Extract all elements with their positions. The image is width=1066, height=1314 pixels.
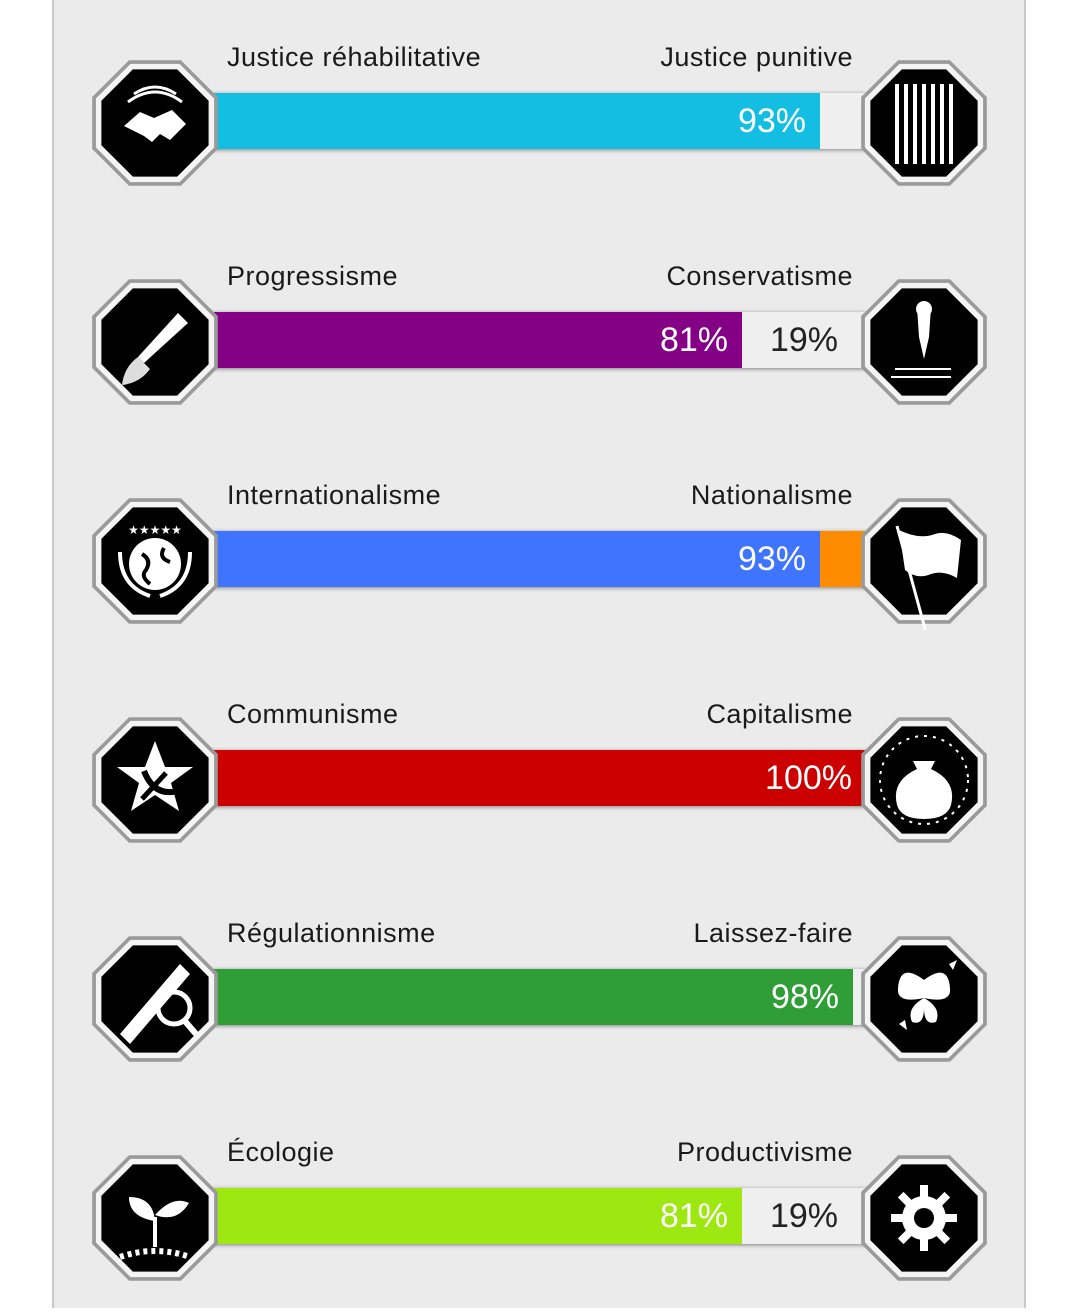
- score-bar: [212, 1188, 866, 1244]
- fountain-pen-icon: [855, 273, 993, 411]
- left-score-text: 93%: [737, 102, 806, 140]
- svg-text:★★★★★: ★★★★★: [128, 523, 182, 537]
- left-score-text: 93%: [737, 540, 806, 578]
- right-score-text: 19%: [769, 321, 839, 359]
- axis-row: [0, 219, 1066, 438]
- rocket-icon: [86, 273, 224, 411]
- left-ideology-label: Écologie: [227, 1137, 335, 1167]
- score-bar: [212, 969, 866, 1025]
- right-ideology-label: Nationalisme: [690, 480, 853, 510]
- axis-row: [0, 438, 1066, 657]
- right-ideology-label: Conservatisme: [666, 261, 853, 291]
- gear-factory-icon: [891, 1185, 957, 1251]
- globe-wreath-icon: [120, 523, 190, 596]
- right-ideology-label: Productivisme: [676, 1137, 853, 1167]
- left-score-text: 98%: [770, 978, 839, 1016]
- score-bar: [212, 531, 866, 587]
- left-ideology-label: Régulationnisme: [227, 918, 436, 948]
- gear-factory-icon: [855, 1149, 993, 1287]
- right-score-text: 19%: [769, 1197, 839, 1235]
- globe-wreath-icon: [86, 492, 224, 630]
- money-bag-icon: [855, 711, 993, 849]
- score-bar: [212, 312, 866, 368]
- left-ideology-label: Internationalisme: [227, 480, 442, 510]
- left-ideology-label: Progressisme: [227, 261, 399, 291]
- hammer-sickle-icon: [86, 711, 224, 849]
- axis-row: [0, 0, 1066, 219]
- right-ideology-label: Capitalisme: [706, 699, 853, 729]
- ruler-magnifier-icon: [86, 930, 224, 1068]
- left-score-text: 100%: [765, 759, 852, 797]
- left-ideology-label: Communisme: [227, 699, 399, 729]
- left-score-text: 81%: [659, 1197, 728, 1235]
- axis-row: [0, 876, 1066, 1095]
- left-ideology-label: Justice réhabilitative: [227, 42, 482, 72]
- handshake-icon: [86, 54, 224, 192]
- butterflies-icon: [855, 930, 993, 1068]
- axis-row: [0, 657, 1066, 876]
- score-bar: [212, 93, 866, 149]
- prison-bars-icon: [855, 54, 993, 192]
- sprout-icon: [86, 1149, 224, 1287]
- left-score-text: 81%: [659, 321, 728, 359]
- right-ideology-label: Laissez-faire: [693, 918, 853, 948]
- score-bar: [212, 750, 866, 806]
- axis-row: [0, 1095, 1066, 1314]
- right-ideology-label: Justice punitive: [660, 42, 853, 72]
- flag-icon: [855, 492, 993, 630]
